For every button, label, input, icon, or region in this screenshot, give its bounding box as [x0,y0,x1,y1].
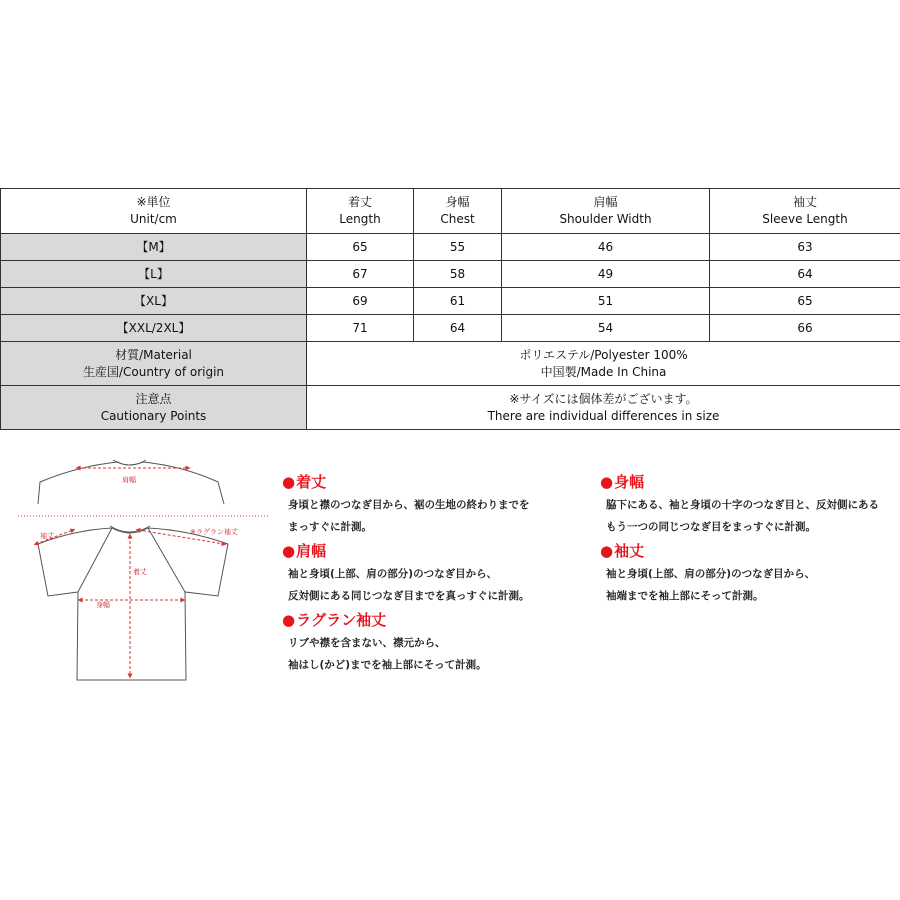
size-label: 【XXL/2XL】 [1,315,307,342]
length-header: 着丈 Length [307,189,414,234]
table-row [1,315,900,342]
shoulder-value: 51 [502,288,710,315]
note-length-text: 身頃と襟のつなぎ目から、裾の生地の終わりまでを まっすぐに計測。 [288,499,530,533]
note-raglan-text: リブや襟を含まない、襟元から、 袖はし(かど)までを袖上部にそって計測。 [288,637,487,671]
caution-row [1,386,900,430]
chest-header: 身幅 Chest [414,189,502,234]
note-raglan [282,610,582,676]
note-sleeve-text: 袖と身頃(上部、肩の部分)のつなぎ目から、 袖端までを袖上部にそって計測。 [606,568,816,602]
sleeve-header: 袖丈 Sleeve Length [710,189,900,234]
note-shoulder-title: ●肩幅 [282,542,327,560]
shoulder-header: 肩幅 Shoulder Width [502,189,710,234]
chest-value: 61 [414,288,502,315]
table-row [1,234,900,261]
diagram-length-label: 着丈 [133,568,147,576]
note-sleeve-title: ●袖丈 [600,542,645,560]
chest-value: 58 [414,261,502,288]
caution-value: ※サイズには個体差がございます。 There are individual differences in size [307,386,900,430]
size-label: 【M】 [1,234,307,261]
diagram-sleeve-label: 袖丈 [40,532,54,540]
shoulder-value: 46 [502,234,710,261]
sleeve-value: 65 [710,288,900,315]
size-label: 【XL】 [1,288,307,315]
note-chest [600,472,900,538]
note-raglan-title: ●ラグラン袖丈 [282,611,387,629]
sleeve-value: 64 [710,261,900,288]
table-header-row [1,189,900,234]
unit-header: ※単位 Unit/cm [1,189,307,234]
length-value: 65 [307,234,414,261]
note-shoulder-text: 袖と身頃(上部、肩の部分)のつなぎ目から、 反対側にある同じつなぎ目までを真っすぐに計測。 [288,568,530,602]
sleeve-value: 63 [710,234,900,261]
table-row [1,288,900,315]
caution-label: 注意点 Cautionary Points [1,386,307,430]
material-value: ポリエステル/Polyester 100% 中国製/Made In China [307,342,900,386]
sleeve-value: 66 [710,315,900,342]
chest-value: 64 [414,315,502,342]
note-shoulder [282,541,582,607]
diagram-chest-label: 身幅 [96,601,110,609]
size-table [0,188,900,430]
note-chest-title: ●身幅 [600,473,645,491]
note-length-title: ●着丈 [282,473,327,491]
shoulder-value: 49 [502,261,710,288]
length-value: 67 [307,261,414,288]
length-value: 71 [307,315,414,342]
diagram-shoulder-label: 肩幅 [122,476,136,484]
material-row [1,342,900,386]
note-chest-text: 脇下にある、袖と身頃の十字のつなぎ目と、反対側にある もう一つの同じつなぎ目をまっすぐに計測。 [606,499,879,533]
shoulder-value: 54 [502,315,710,342]
length-value: 69 [307,288,414,315]
material-label: 材質/Material 生産国/Country of origin [1,342,307,386]
note-length [282,472,582,538]
note-sleeve [600,541,900,607]
diagram-raglan-label: ※ラグラン袖丈 [190,528,238,536]
chest-value: 55 [414,234,502,261]
table-row [1,261,900,288]
front-view [38,526,228,680]
measurement-diagram [18,452,268,692]
size-label: 【L】 [1,261,307,288]
